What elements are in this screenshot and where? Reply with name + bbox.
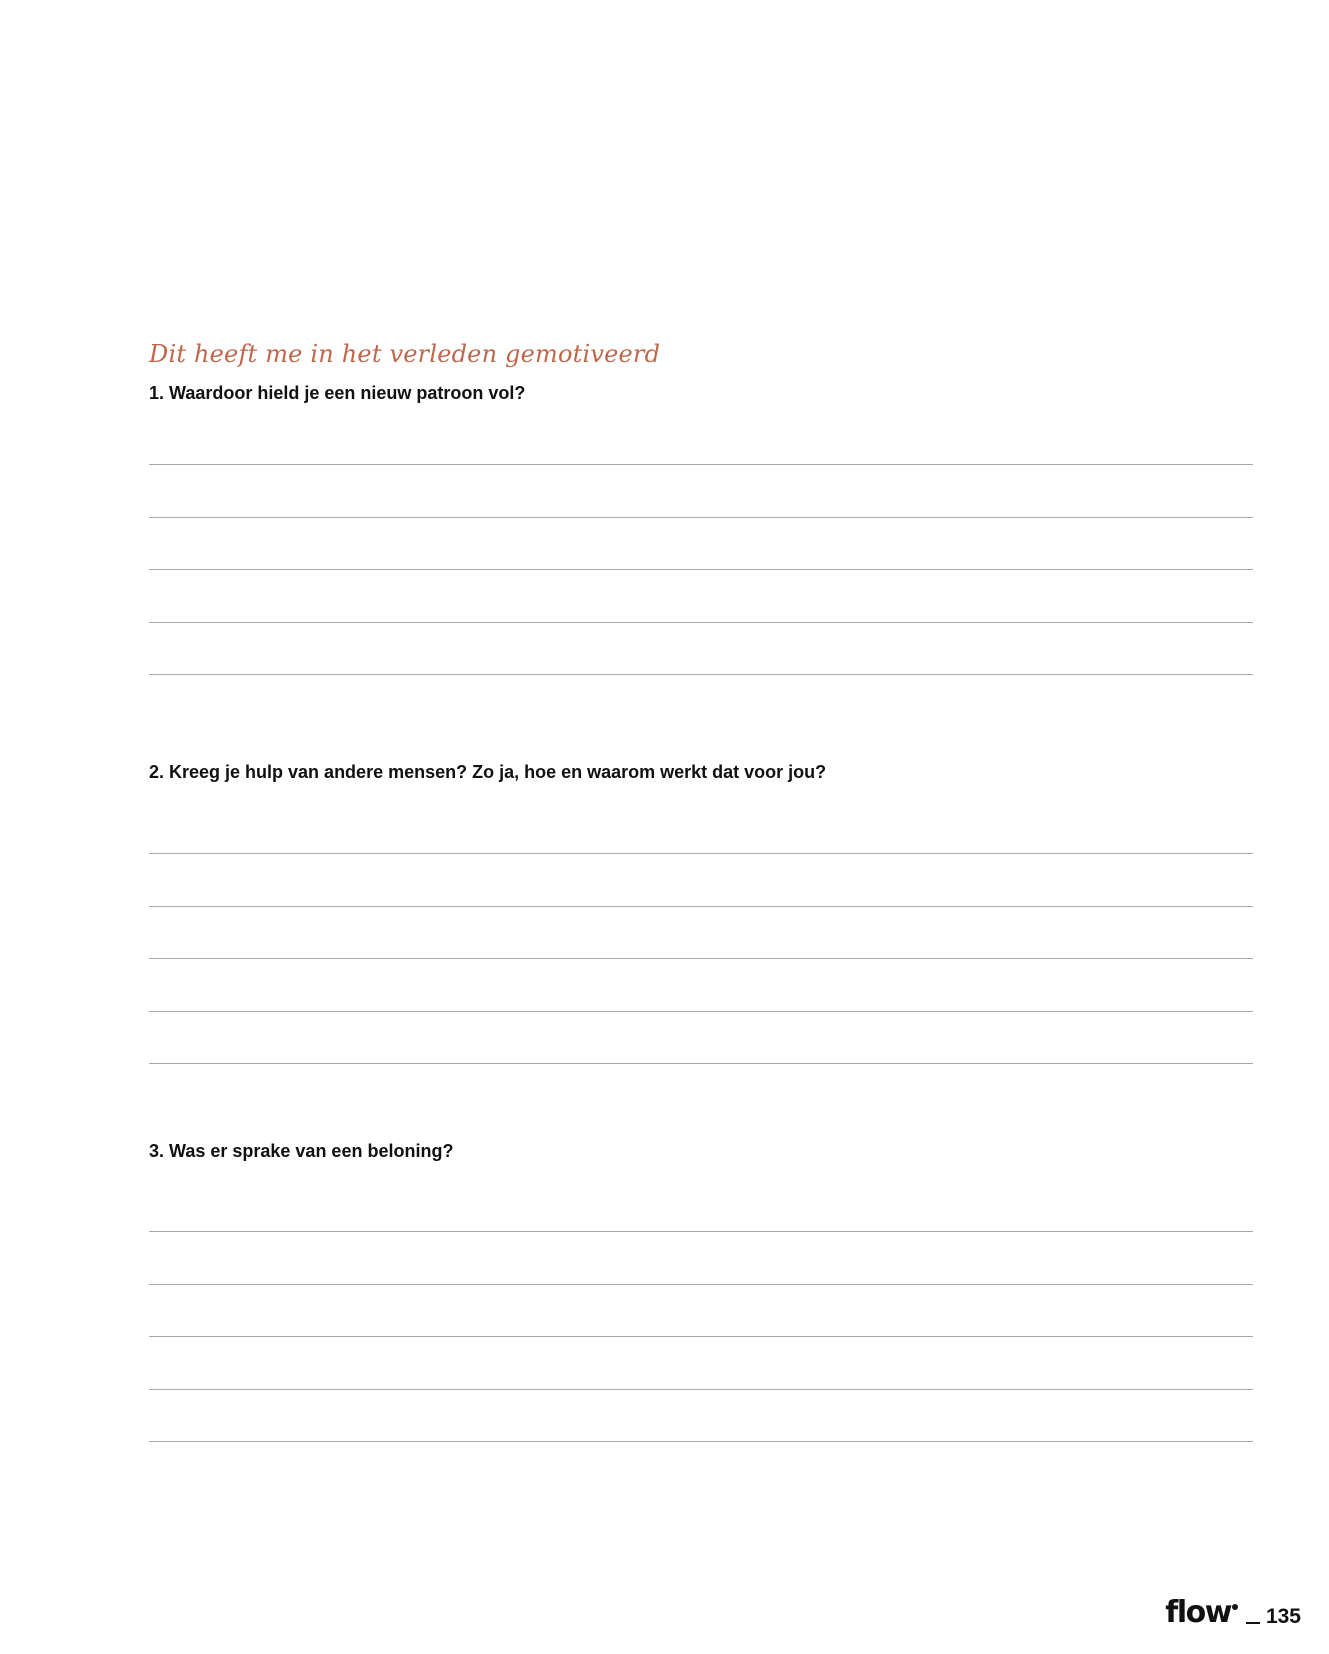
- answer-line-q3-2[interactable]: [149, 1284, 1253, 1285]
- answer-line-q3-5[interactable]: [149, 1441, 1253, 1442]
- answer-line-q1-3[interactable]: [149, 569, 1253, 570]
- flow-logo: flow: [1165, 1595, 1231, 1630]
- answer-line-q3-1[interactable]: [149, 1231, 1253, 1232]
- answer-line-q1-4[interactable]: [149, 622, 1253, 623]
- answer-line-q2-1[interactable]: [149, 853, 1253, 854]
- answer-line-q1-1[interactable]: [149, 464, 1253, 465]
- answer-line-q3-3[interactable]: [149, 1336, 1253, 1337]
- question-1: 1. Waardoor hield je een nieuw patroon vol?: [149, 383, 526, 403]
- footer-separator: [1246, 1622, 1260, 1624]
- question-2: 2. Kreeg je hulp van andere mensen? Zo ja, hoe en waarom werkt dat voor jou?: [149, 762, 827, 782]
- question-3: 3. Was er sprake van een beloning?: [149, 1141, 454, 1161]
- answer-line-q1-2[interactable]: [149, 517, 1253, 518]
- answer-line-q3-4[interactable]: [149, 1389, 1253, 1390]
- answer-line-q2-3[interactable]: [149, 958, 1253, 959]
- answer-line-q1-5[interactable]: [149, 674, 1253, 675]
- answer-line-q2-5[interactable]: [149, 1063, 1253, 1064]
- answer-line-q2-4[interactable]: [149, 1011, 1253, 1012]
- section-title: Dit heeft me in het verleden gemotiveerd: [149, 340, 661, 368]
- page-number: 135: [1265, 1605, 1301, 1628]
- answer-line-q2-2[interactable]: [149, 906, 1253, 907]
- logo-dot-icon: [1232, 1604, 1238, 1610]
- page-footer: [1165, 1595, 1301, 1630]
